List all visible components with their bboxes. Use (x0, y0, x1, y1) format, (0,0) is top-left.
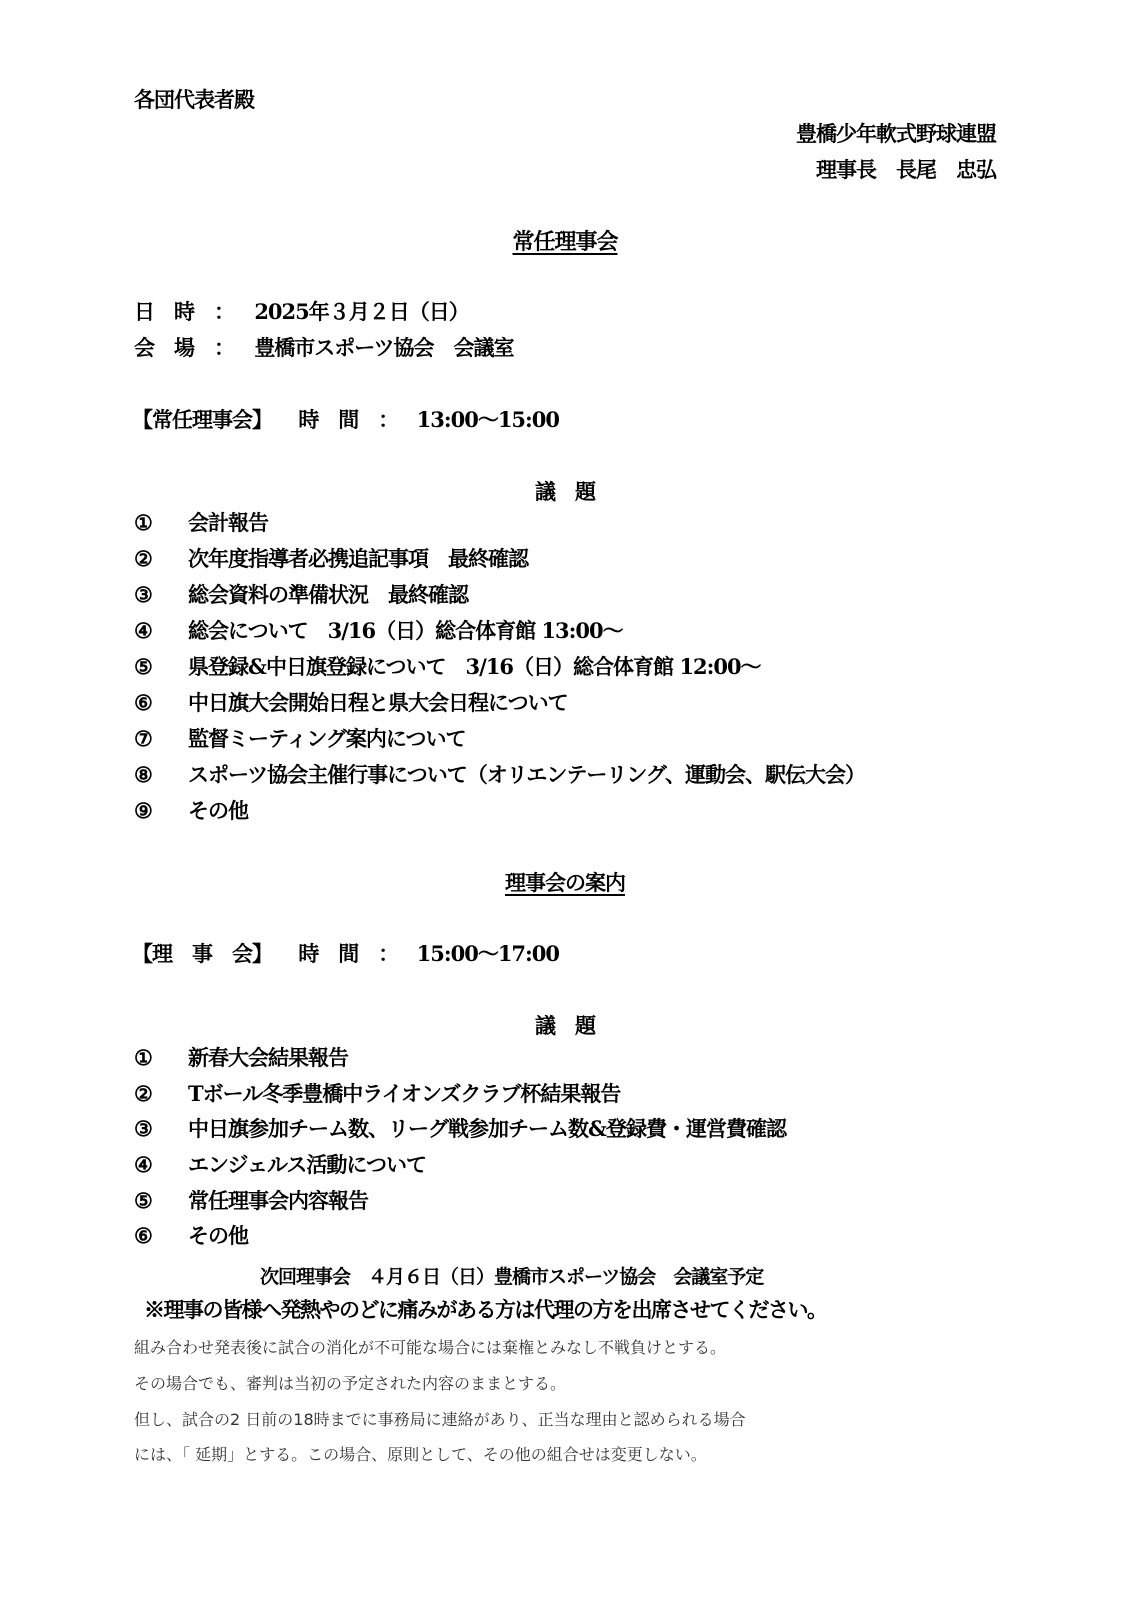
session2-agenda-heading: 議 題 (535, 1013, 595, 1038)
agenda-item (134, 613, 865, 649)
agenda-item (134, 1111, 786, 1147)
session2-agenda-list (134, 1040, 786, 1254)
agenda-item-text: その他 (188, 798, 248, 823)
session1-time-value: 13:00～15:00 (416, 407, 560, 432)
session2-bracket: 【理 事 会】 (132, 941, 272, 966)
note-line: 但し、試合の2 日前の18時までに事務局に連絡があり、正当な理由と認められる場合 (134, 1410, 746, 1429)
addressee: 各団代表者殿 (134, 87, 254, 112)
agenda-item-text: 中日旗参加チーム数、リーグ戦参加チーム数&登録費・運営費確認 (188, 1116, 786, 1142)
agenda-item-text: 会計報告 (188, 510, 268, 535)
sender-organization: 豊橋少年軟式野球連盟 (796, 121, 996, 146)
session1-time-row (132, 404, 559, 434)
agenda-item (134, 757, 865, 793)
agenda-item-number: ⑤ (134, 654, 152, 679)
agenda-item-number: ④ (134, 1152, 152, 1178)
attendance-warning: ※理事の皆様へ発熱やのどに痛みがある方は代理の方を出席させてください。 (144, 1297, 827, 1322)
agenda-item-text: 常任理事会内容報告 (188, 1187, 368, 1213)
venue-row (134, 332, 513, 362)
agenda-item (134, 505, 865, 541)
agenda-item-text: 総会について 3/16（日）総合体育館 13:00～ (188, 618, 623, 643)
agenda-item (134, 577, 865, 613)
note-line: には、「 延期」とする。この場合、原則として、その他の組合せは変更しない。 (134, 1445, 707, 1464)
agenda-item (134, 1076, 786, 1112)
agenda-item (134, 1183, 786, 1219)
agenda-item-text: 中日旗大会開始日程と県大会日程について (188, 690, 568, 715)
agenda-item-number: ⑦ (134, 726, 152, 751)
note-line: その場合でも、審判は当初の予定された内容のままとする。 (134, 1374, 567, 1393)
agenda-item (134, 1147, 786, 1183)
agenda-item-number: ⑤ (134, 1187, 152, 1213)
date-label: 日 時 ： (134, 299, 234, 324)
agenda-item (134, 721, 865, 757)
session2-time-value: 15:00～17:00 (416, 941, 560, 966)
date-row (134, 296, 469, 326)
agenda-item-number: ④ (134, 618, 152, 643)
agenda-item-text: 次年度指導者必携追記事項 最終確認 (188, 546, 528, 571)
agenda-item (134, 1040, 786, 1076)
session2-time-row (132, 938, 559, 968)
sender-title-name: 理事長 長尾 忠弘 (816, 157, 996, 182)
venue-label: 会 場 ： (134, 335, 234, 360)
agenda-item (134, 649, 865, 685)
agenda-item-number: ① (134, 510, 152, 535)
session1-bracket: 【常任理事会】 (132, 407, 272, 432)
session1-agenda-heading: 議 題 (535, 479, 595, 504)
meeting-title: 常任理事会 (512, 229, 618, 255)
agenda-item-number: ⑥ (134, 690, 152, 715)
agenda-item (134, 685, 865, 721)
agenda-item-number: ① (134, 1045, 152, 1070)
agenda-item-text: スポーツ協会主催行事について（オリエンテーリング、運動会、駅伝大会） (188, 762, 866, 787)
agenda-item-text: その他 (188, 1223, 248, 1249)
agenda-item-text: 総会資料の準備状況 最終確認 (188, 582, 468, 607)
session2-time-label: 時 間 ： (298, 941, 399, 966)
session1-time-label: 時 間 ： (298, 407, 399, 432)
agenda-item-number: ② (134, 546, 152, 571)
agenda-item-text: 県登録&中日旗登録について 3/16（日）総合体育館 12:00～ (188, 654, 761, 679)
agenda-item-number: ⑥ (134, 1223, 152, 1249)
board-guide-heading: 理事会の案内 (505, 870, 625, 895)
agenda-item-text: 監督ミーティング案内について (188, 726, 466, 751)
note-line: 組み合わせ発表後に試合の消化が不可能な場合には棄権とみなし不戦負けとする。 (134, 1338, 727, 1357)
agenda-item-text: 新春大会結果報告 (188, 1045, 348, 1070)
agenda-item (134, 1218, 786, 1254)
agenda-item (134, 541, 865, 577)
agenda-item-number: ③ (134, 1116, 152, 1142)
agenda-item-text: エンジェルス活動について (188, 1152, 427, 1178)
agenda-item-number: ⑧ (134, 762, 152, 787)
date-value: 2025年３月２日（日） (254, 299, 469, 324)
agenda-item (134, 793, 865, 829)
agenda-item-number: ⑨ (134, 798, 152, 823)
agenda-item-number: ③ (134, 582, 152, 607)
agenda-item-number: ② (134, 1080, 152, 1106)
next-meeting-notice: 次回理事会 ４月６日（日）豊橋市スポーツ協会 会議室予定 (260, 1266, 764, 1288)
venue-value: 豊橋市スポーツ協会 会議室 (254, 335, 514, 360)
agenda-item-text: Tボール冬季豊橋中ライオンズクラブ杯結果報告 (188, 1080, 621, 1106)
session1-agenda-list (134, 505, 865, 829)
